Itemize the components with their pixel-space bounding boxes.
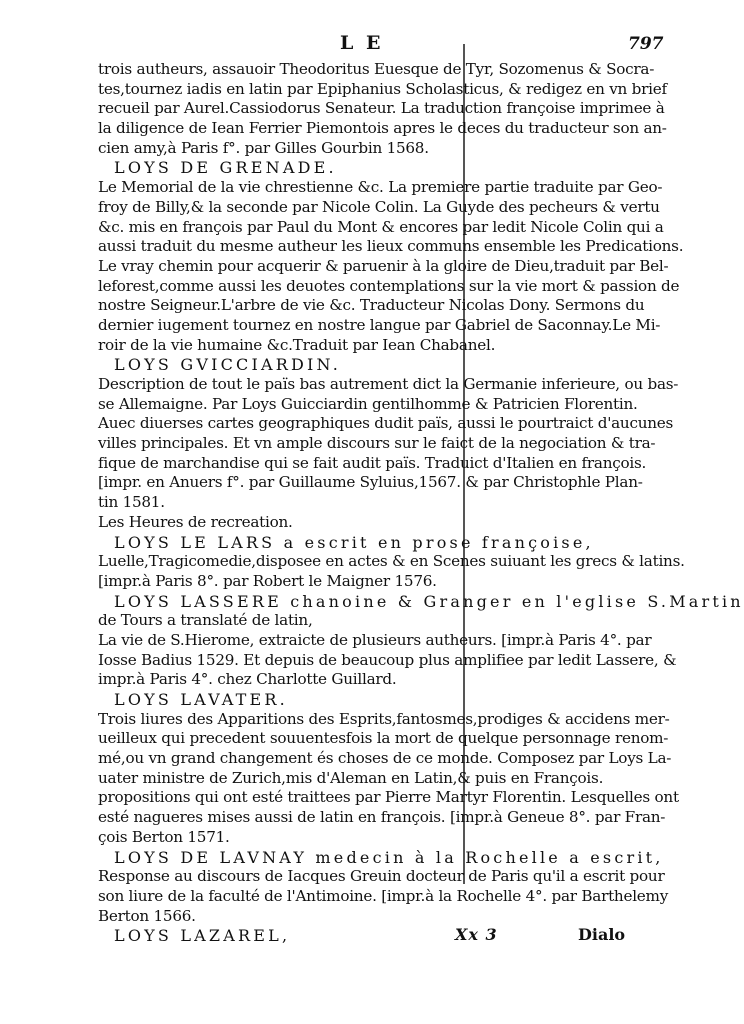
text-line: dernier iugement tournez en nostre langue par Gabriel de Saconnay.Le Mi- — [98, 315, 661, 334]
page-number: 797 — [628, 34, 664, 54]
bibliography-text — [98, 60, 744, 946]
text-line: esté nagueres mises aussi de latin en françois. [impr.à Geneue 8°. par Fran- — [98, 808, 666, 827]
text-line: trois autheurs, assauoir Theodoritus Euesque de Tyr, Sozomenus & Socra- — [98, 60, 655, 78]
running-head: L E — [340, 32, 384, 54]
text-line: Description de tout le païs bas autrement dict la Germanie inferieure, ou bas- — [98, 375, 679, 393]
text-line: Trois liures des Apparitions des Esprits,fantosmes,prodiges & accidens mer- — [98, 709, 670, 728]
author-heading: LOYS LAVATER. — [114, 690, 288, 709]
author-heading: LOYS LASSERE chanoine & Granger en l'eglise S.Martin — [114, 591, 744, 611]
text-line: çois Berton 1571. — [98, 827, 230, 846]
author-heading: LOYS LE LARS a escrit en prose françoise, — [114, 532, 594, 552]
text-line: son liure de la faculté de l'Antimoine. [impr.à la Rochelle 4°. par Barthelemy — [98, 886, 669, 905]
text-line: Le Memorial de la vie chrestienne &c. La premiere partie traduite par Geo- — [98, 178, 663, 197]
text-line: ueilleux qui precedent souuentesfois la mort de quelque personnage renom- — [98, 729, 669, 748]
text-line: tes,tournez iadis en latin par Epiphanius Scholasticus, & redigez en vn brief — [98, 79, 667, 98]
text-line: [impr.à Paris 8°. par Robert le Maigner 1576. — [98, 571, 437, 590]
text-line: la diligence de Iean Ferrier Piemontois apres le deces du traducteur son an- — [98, 119, 667, 138]
text-line: Iosse Badius 1529. Et depuis de beaucoup plus amplifiee par ledit Lassere, & — [98, 650, 677, 669]
text-line: roir de la vie humaine &c.Traduit par Iean Chabanel. — [98, 335, 496, 354]
text-line: [impr. en Anuers f°. par Guillaume Syluius,1567. & par Christophle Plan- — [98, 473, 643, 492]
text-line: nostre Seigneur.L'arbre de vie &c. Traducteur Nicolas Dony. Sermons du — [98, 296, 645, 315]
text-line: Response au discours de Iacques Greuin docteur de Paris qu'il a escrit pour — [98, 867, 665, 886]
text-line: froy de Billy,& la seconde par Nicole Colin. La Guyde des pecheurs & vertu — [98, 197, 660, 216]
text-line: La vie de S.Hierome, extraicte de plusieurs autheurs. [impr.à Paris 4°. par — [98, 630, 652, 649]
text-line: fique de marchandise qui se fait audit païs. Traduict d'Italien en françois. — [98, 453, 647, 472]
text-line: de Tours a translaté de latin, — [98, 611, 313, 630]
author-heading: LOYS DE LAVNAY medecin à la Rochelle a escrit, — [114, 847, 664, 867]
text-line: Auec diuerses cartes geographiques dudit païs, aussi le pourtraict d'aucunes — [98, 414, 674, 433]
signature-mark: Xx 3 — [455, 925, 498, 944]
text-line: &c. mis en françois par Paul du Mont & encores par ledit Nicole Colin qui a — [98, 217, 664, 236]
text-line: leforest,comme aussi les deuotes contemplations sur la vie mort & passion de — [98, 276, 680, 295]
text-line: Le vray chemin pour acquerir & paruenir à la gloire de Dieu,traduit par Bel- — [98, 256, 669, 275]
author-heading: LOYS GVICCIARDIN. — [114, 355, 342, 375]
text-line: recueil par Aurel.Cassiodorus Senateur. La traduction françoise imprimee à — [98, 99, 665, 118]
text-line: aussi traduit du mesme autheur les lieux communs ensemble les Predications. — [98, 237, 684, 256]
page-footer — [0, 925, 696, 947]
catchword: Dialo — [578, 925, 626, 944]
text-line: impr.à Paris 4°. chez Charlotte Guillard. — [98, 670, 397, 689]
text-line: mé,ou vn grand changement és choses de ce monde. Composez par Loys La- — [98, 749, 672, 768]
text-line: uater ministre de Zurich,mis d'Aleman en Latin,& puis en François. — [98, 768, 604, 787]
author-heading: LOYS LAZAREL, — [114, 926, 291, 946]
text-line: Les Heures de recreation. — [98, 512, 293, 531]
text-line: propositions qui ont esté traittees par Pierre Martyr Florentin. Lesquelles ont — [98, 788, 679, 807]
text-line: tin 1581. — [98, 493, 165, 512]
text-line: villes principales. Et vn ample discours sur le faict de la negociation & tra- — [98, 434, 656, 453]
text-line: se Allemaigne. Par Loys Guicciardin gentilhomme & Patricien Florentin. — [98, 394, 638, 413]
text-line: cien amy,à Paris f°. par Gilles Gourbin 1568. — [98, 138, 429, 157]
text-line: Luelle,Tragicomedie,disposee en actes & en Scenes suiuant les grecs & latins. — [98, 552, 685, 571]
text-line: Berton 1566. — [98, 906, 196, 925]
author-heading: LOYS DE GRENADE. — [114, 158, 337, 178]
